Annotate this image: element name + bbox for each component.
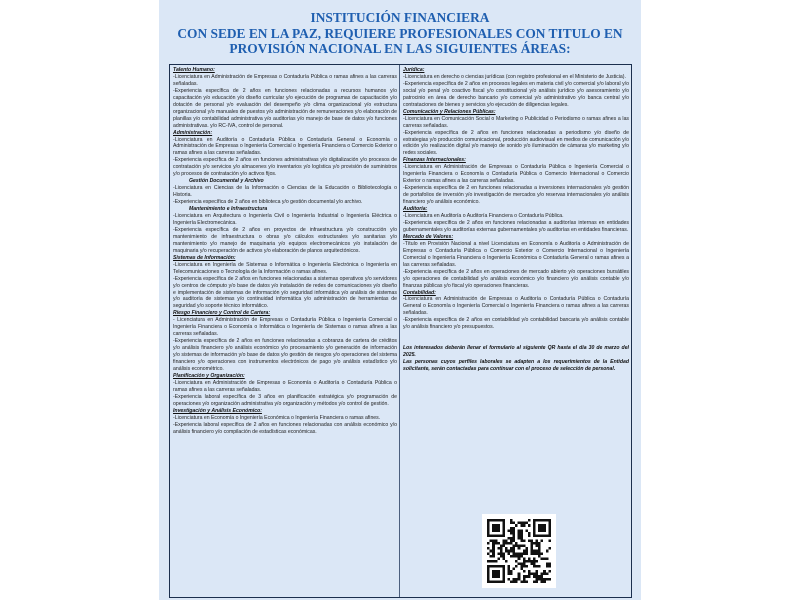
requirement-experience: -Experiencia específica de 2 años en funciones relacionadas a recursos humanos y/o capacitación y/o educación y/o diseño curricular y/o ejecución de programas de capacitación y/o dotación de personal y/o evaluación del desempeño y/o clima organizacional y/o estructura organizacional y/o manuales de puestos y/o administración de remuneraciones y/o elaboración de planillas y/o contabilidad administrativa y/o auditorías y/o manejo de base de datos y/o funciones administrativas. y/o RC-IVA, control de personal. (173, 87, 397, 129)
requirement-degree: -Licenciatura en Administración de Empresas o Contaduría Pública o ramas afines a las carreras señaladas. (173, 73, 397, 87)
section-title-finanzas: Finanzas Internacionales: (403, 157, 466, 164)
requirement-experience: -Experiencia específica de 2 años en funciones relacionadas a periodismo y/o diseño de estrategias y/o producción comunicacional, producción audiovisual en medios de comunicación y/o edición y/o realización digital y/o manejo de sonido y/o iluminación de cámaras y/o marketing y/o redes sociales. (403, 129, 629, 157)
section-title-planificacion: Planificación y Organización: (173, 372, 245, 379)
section-title-comunicacion: Comunicación y Relaciones Públicas: (403, 108, 496, 115)
requirement-experience: -Experiencia específica de 2 años en funciones relacionadas a cobranza de cartera de créditos y/o análisis financiero y/o análisis económico y/o procesamiento y/o generación de información y/o sistemas de información y/o base de datos y/o gestión de riesgos y/o operaciones del sistema financiero y/o operaciones con instrumentos electrónicos de pago y/o análisis estadístico y/o análisis econométrico. (173, 338, 397, 372)
job-poster (159, 0, 641, 600)
requirement-degree: -Licenciatura en Arquitectura o Ingeniería Civil o Ingeniería Industrial o Ingeniería Eléctrica o Ingeniería Electromecánica. (173, 213, 397, 226)
section-title-gestion-documental: Gestión Documental y Archivo (189, 178, 264, 185)
requirement-degree: -Título en Provisión Nacional a nivel Licenciatura en Economía o Auditoría o Administración de Empresas o Contaduría Pública o Comercio Exterior o Comercio Internacional o Ingeniería Comercial o Ingeniería Financiera o Ingeniería Económica o Contaduría General o ramas afines a las carreras señaladas. (403, 240, 629, 268)
requirement-experience: -Experiencia específica de 2 en funciones relacionadas a inversiones internacionales y/o gestión de portafolios de inversión y/o investigación de mercados y/o reservas internacionales y/o análisis financiero y/o análisis económico. (403, 185, 629, 206)
qr-code-icon[interactable] (482, 514, 556, 588)
section-title-talento-humano: Talento Humano: (173, 67, 215, 73)
requirement-degree: -Licenciatura en Economía o Ingeniería Económica o Ingeniería Financiera o ramas afines. (173, 414, 381, 421)
requirements-box (169, 64, 632, 598)
requirement-degree: - Licenciatura en Administración de Empresas o Contaduría Pública o Ingeniería Comercial o Ingeniería Financiera o Economía o Informática o Ingeniería de Sistemas o ramas afines a las carreras señaladas. (173, 317, 397, 338)
requirement-experience: -Experiencia específica de 2 años en funciones relacionadas a auditorías internas en entidades gubernamentales y/o auditorías externas gubernamentales y/o auditorías en entidades financieras. (403, 219, 629, 233)
requirement-degree: -Licenciatura en Auditoría o Contaduría Pública o Contaduría General o Economía o Administración de Empresas o Ingeniería Comercial o Ingeniería Financiera o Comercio Exterior o ramas afines a las carreras señaladas. (173, 136, 397, 157)
section-title-investigacion: Investigación y Análisis Económico: (173, 407, 262, 414)
requirement-degree: -Licenciatura en Administración de Empresas o Auditoría o Contaduría Pública o Contaduría General o Economía o Ingeniería Comercial o Ingeniería Financiera o ramas afines a las carreras señaladas. (403, 296, 629, 317)
section-title-administracion: Administración: (173, 129, 213, 136)
title-line-2: CON SEDE EN LA PAZ, REQUIERE PROFESIONALES CON TITULO EN (177, 25, 623, 41)
section-title-juridica: Jurídica: (403, 67, 425, 73)
column-divider (399, 65, 400, 597)
section-title-contabilidad: Contabilidad: (403, 289, 436, 296)
requirement-degree: -Licenciatura en Administración de Empresas o Contaduría Pública o Ingeniería Comercial o Ingeniería Financiera o Economía o Contaduría Pública o Comercio Internacional o Comercio Exterior o ramas afines a las carreras señaladas. (403, 164, 629, 185)
deadline-text: Los interesados deberán llenar el formulario al siguiente QR hasta el día 30 de marzo del 2025. (403, 345, 629, 359)
requirement-degree: -Licenciatura en Ciencias de la Información o Ciencias de la Educación o Bibliotecología o Historia. (173, 185, 397, 199)
page-title (159, 10, 641, 57)
requirement-experience: -Experiencia laboral específica de 3 años en planificación estratégica y/o programación de operaciones y/o organización administrativa y/o organización y métodos y/o control de gestión. (173, 393, 397, 407)
requirement-degree: -Licenciatura en Auditoría o Auditoría Financiera o Contaduría Pública. (403, 213, 564, 220)
section-title-sistemas: Sistemas de Información: (173, 254, 236, 261)
requirement-degree: -Licenciatura en derecho o ciencias jurídicas (con registro profesional en el Ministerio de Justicia). (403, 73, 626, 80)
requirement-experience: -Experiencia específica de 2 años en funciones administrativas y/o digitalización y/o procesos de contratación y/o servicios y/o almacenes y/o inventarios y/o logística y/o provisión de suministros y/o procesos de contratación y/o activos fijos. (173, 157, 397, 178)
section-title-riesgo: Riesgo Financiero y Control de Cartera: (173, 310, 271, 317)
requirement-experience: -Experiencia específica de 2 años en funciones relacionadas a sistemas operativos y/o servidores y/o centros de cómputo y/o base de datos y/o instalación de redes de comunicaciones y/o diseño e implementación de sistemas de información y/o seguridad informática y/o análisis de sistemas y/o auditoría de sistemas y/o continuidad informática y/o administración de herramientas de seguridad y/o soporte técnico informático. (173, 275, 397, 310)
requirement-degree: -Licenciatura en Administración de Empresas o Economía o Auditoría o Contaduría Pública o ramas afines a las carreras señaladas. (173, 379, 397, 393)
requirement-experience: -Experiencia específica de 2 años en procesos legales en materia civil y/o comercial y/o laboral y/o social y/o penal y/o coactivo fiscal y/o constitucional y/o análisis jurídico y/o asesoramiento y/o patrocinio en área de derecho bancario y/o comercial y/o administrativo y/o banca central y/o contrataciones de bienes y servicios y/o ejecución de diligencias legales. (403, 80, 629, 108)
section-title-mantenimiento: Mantenimiento e Infraestructura (189, 206, 268, 213)
requirement-degree: -Licenciatura en Ingeniería de Sistemas o Informática o Ingeniería Electrónica o Ingeniería en Telecomunicaciones o Tecnología de la Información o ramas afines. (173, 261, 397, 275)
requirement-degree: -Licenciatura en Comunicación Social o Marketing o Publicidad o Periodismo o ramas afines a las carreras señaladas. (403, 115, 629, 129)
requirement-experience: -Experiencia específica de 2 años en contabilidad y/o contabilidad bancaria y/o análisis contable y/o análisis financiero y/o presupuestos. (403, 317, 629, 331)
requirement-experience: -Experiencia específica de 2 años en proyectos de infraestructura y/o construcción y/o mantenimiento de infraestructura o obras y/o cálculos estructurales y/o sanitarias y/o mantenimiento y/o manejo de maquinaria y/o equipos electromecánicos y/o instalación de maquinaria y/o recuperación de activos y/o elaboración de planos arquitectónicos. (173, 226, 397, 254)
section-title-mercado-valores: Mercado de Valores: (403, 233, 454, 240)
title-line-3: PROVISIÓN NACIONAL EN LAS SIGUIENTES ÁREAS: (229, 41, 571, 56)
title-line-1: INSTITUCIÓN FINANCIERA (310, 10, 490, 25)
section-title-auditoria: Auditoría: (403, 206, 428, 213)
requirement-experience: -Experiencia específica de 2 años en operaciones de mercado abierto y/o operaciones bursátiles y/o operaciones de contabilidad y/o análisis económico y/o financiero y/o análisis contable y/o finanzas públicas y/o fiscal y/o operaciones financieras. (403, 268, 629, 289)
right-column (403, 67, 629, 373)
left-column (173, 67, 397, 436)
requirement-experience: -Experiencia laboral específica de 2 años en funciones relacionadas con análisis económico y/o análisis financiero y/o compilación de estadísticas económicas. (173, 421, 397, 435)
application-deadline-note (403, 345, 629, 373)
selection-text: Las personas cuyos perfiles laborales se adapten a los requerimientos de la Entidad solicitante, serán contactadas para continuar con el proceso de selección de personal. (403, 359, 629, 372)
requirement-experience: -Experiencia específica de 2 años en biblioteca y/o gestión documental y/o archivo. (173, 199, 363, 206)
